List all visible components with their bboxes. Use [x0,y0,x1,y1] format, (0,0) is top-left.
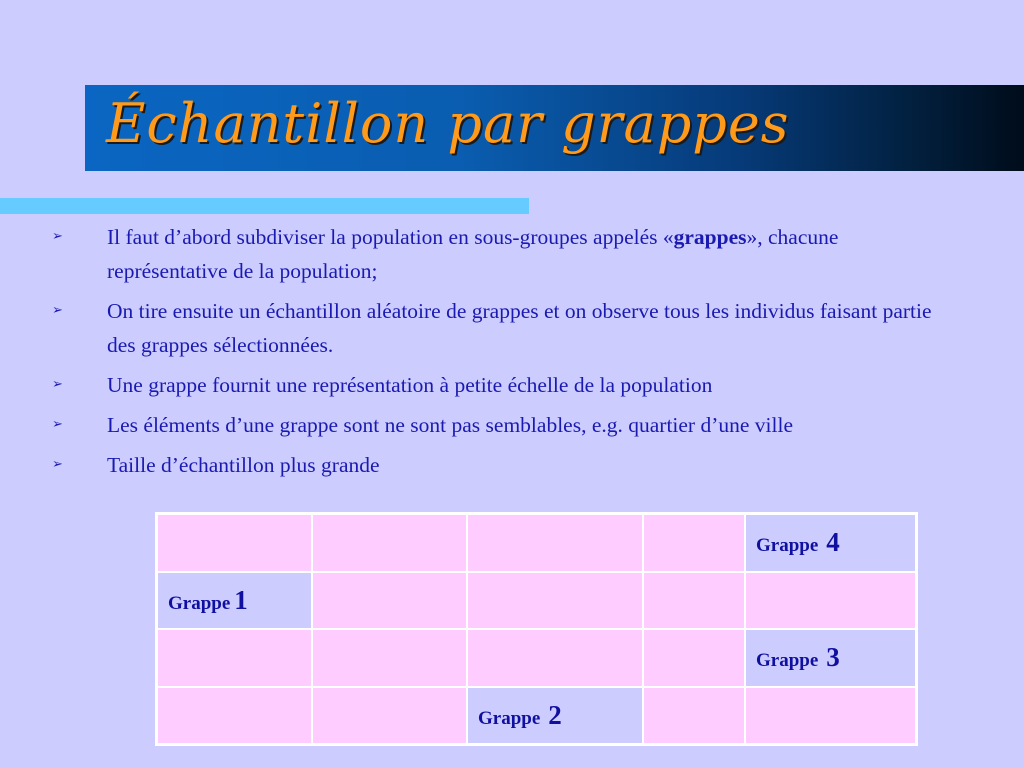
grid-cell [643,629,745,687]
bullet-list [52,220,952,488]
grid-row [157,572,916,630]
grid-cell [157,514,312,572]
bullet-item: ➢ Il faut d’abord subdiviser la population en sous-groupes appelés «grappes», chacune représentative de la population; [52,220,952,288]
grid-row [157,687,916,745]
bullet-item: ➢ Taille d’échantillon plus grande [52,448,952,482]
grid-cell [467,514,643,572]
cluster-cell-3: Grappe 3 [745,629,916,687]
cluster-cell-4: Grappe 4 [745,514,916,572]
grid-cell [643,514,745,572]
grid-cell [467,572,643,630]
arrowhead-icon: ➢ [52,457,63,472]
grid-cell [467,629,643,687]
bullet-item: ➢ Les éléments d’une grappe sont ne sont pas semblables, e.g. quartier d’une ville [52,408,952,442]
grid-cell [157,687,312,745]
grid-cell [745,572,916,630]
bullet-item: ➢ Une grappe fournit une représentation à petite échelle de la population [52,368,952,402]
arrowhead-icon: ➢ [52,303,63,318]
bullet-item: ➢ On tire ensuite un échantillon aléatoire de grappes et on observe tous les individus faisant partie des grappes sélectionnées. [52,294,952,362]
arrowhead-icon: ➢ [52,417,63,432]
grid-cell [745,687,916,745]
cluster-cell-2: Grappe 2 [467,687,643,745]
grid-cell [643,572,745,630]
arrowhead-icon: ➢ [52,377,63,392]
cluster-grid [155,512,918,746]
grid-cell [312,629,467,687]
grid-cell [312,514,467,572]
grid-row [157,629,916,687]
grid-cell [312,687,467,745]
arrowhead-icon: ➢ [52,229,63,244]
slide-title: Échantillon par grappes [106,92,790,155]
grid-row [157,514,916,572]
grid-cell [312,572,467,630]
grid-cell [157,629,312,687]
grid-cell [643,687,745,745]
accent-rule [0,198,529,214]
cluster-cell-1: Grappe 1 [157,572,312,630]
